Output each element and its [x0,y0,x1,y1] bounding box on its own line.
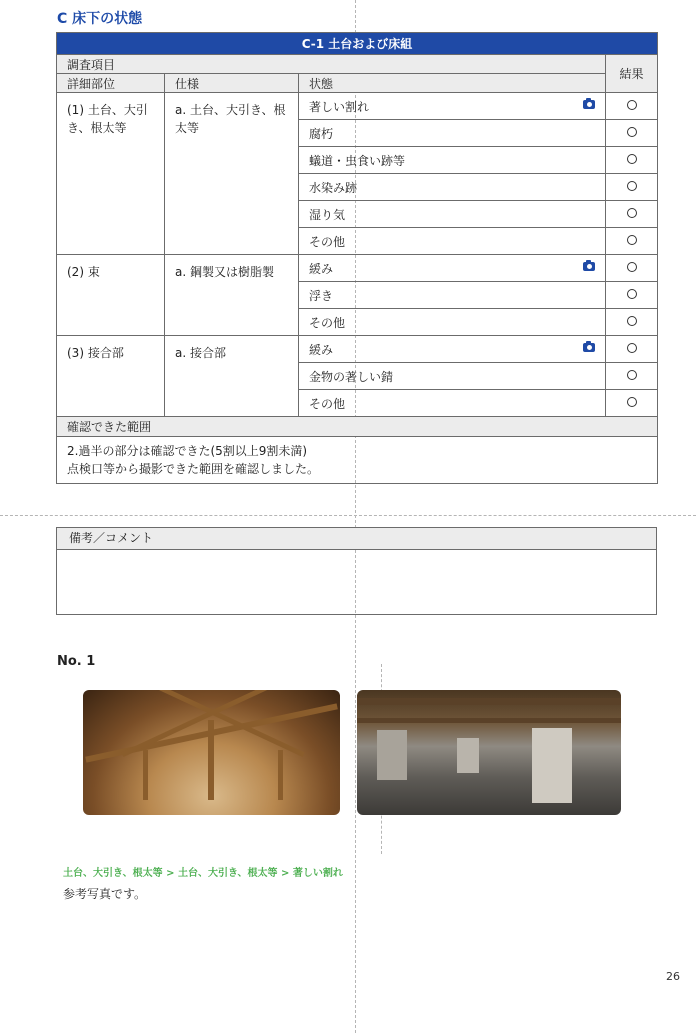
photo-number: No. 1 [57,654,96,669]
page-break-guide-line [0,515,696,516]
result-cell [606,228,658,255]
circle-icon [627,235,637,245]
circle-icon [627,370,637,380]
range-line-2: 点検口等から撮影できた範囲を確認しました。 [67,462,320,476]
crawlspace-photo[interactable] [357,690,621,815]
remarks-header: 備考／コメント [57,528,656,550]
result-cell [606,336,658,363]
section-title: C 床下の状態 [57,11,143,27]
camera-icon[interactable] [583,100,595,109]
state-cell [299,255,606,282]
state-header: 状態 [299,74,606,93]
circle-icon [627,397,637,407]
spec-cell: a. 土台、大引き、根太等 [165,93,299,255]
result-cell [606,120,658,147]
inspection-table [56,32,658,484]
attic-photo[interactable] [83,690,340,815]
circle-icon [627,127,637,137]
spec-header: 仕様 [165,74,299,93]
state-cell: 腐朽 [299,120,606,147]
state-cell: 浮き [299,282,606,309]
state-cell [299,93,606,120]
part-cell: (1) 土台、大引き、根太等 [57,93,165,255]
circle-icon [627,100,637,110]
state-cell: 蟻道・虫食い跡等 [299,147,606,174]
result-cell [606,309,658,336]
camera-icon[interactable] [583,262,595,271]
state-cell: 金物の著しい錆 [299,363,606,390]
result-cell [606,147,658,174]
part-cell: (2) 束 [57,255,165,336]
state-cell: その他 [299,309,606,336]
table-title: C-1 土台および床組 [57,33,658,55]
camera-icon[interactable] [583,343,595,352]
circle-icon [627,154,637,164]
state-cell [299,336,606,363]
spec-cell: a. 接合部 [165,336,299,417]
range-line-1: 2.過半の部分は確認できた(5割以上9割未満) [67,444,308,458]
breadcrumb: 土台、大引き、根太等 > 土台、大引き、根太等 > 著しい割れ [63,868,343,879]
state-label: 緩み [309,342,334,357]
state-cell: 湿り気 [299,201,606,228]
state-label: 緩み [309,261,334,276]
photo-note: 参考写真です。 [63,887,147,901]
state-cell: その他 [299,390,606,417]
range-text [57,437,658,484]
circle-icon [627,181,637,191]
circle-icon [627,289,637,299]
result-cell [606,363,658,390]
item-header: 調査項目 [57,55,606,74]
result-cell [606,282,658,309]
circle-icon [627,316,637,326]
result-cell [606,174,658,201]
circle-icon [627,208,637,218]
remarks-box [56,527,657,615]
result-header: 結果 [606,55,658,93]
result-cell [606,255,658,282]
remarks-body[interactable] [57,550,656,614]
page-number: 26 [666,970,680,983]
state-label: 著しい割れ [309,99,370,114]
result-cell [606,390,658,417]
result-cell [606,93,658,120]
result-cell [606,201,658,228]
range-header: 確認できた範囲 [57,417,658,437]
state-cell: 水染み跡 [299,174,606,201]
circle-icon [627,343,637,353]
state-cell: その他 [299,228,606,255]
spec-cell: a. 鋼製又は樹脂製 [165,255,299,336]
circle-icon [627,262,637,272]
part-cell: (3) 接合部 [57,336,165,417]
part-header: 詳細部位 [57,74,165,93]
